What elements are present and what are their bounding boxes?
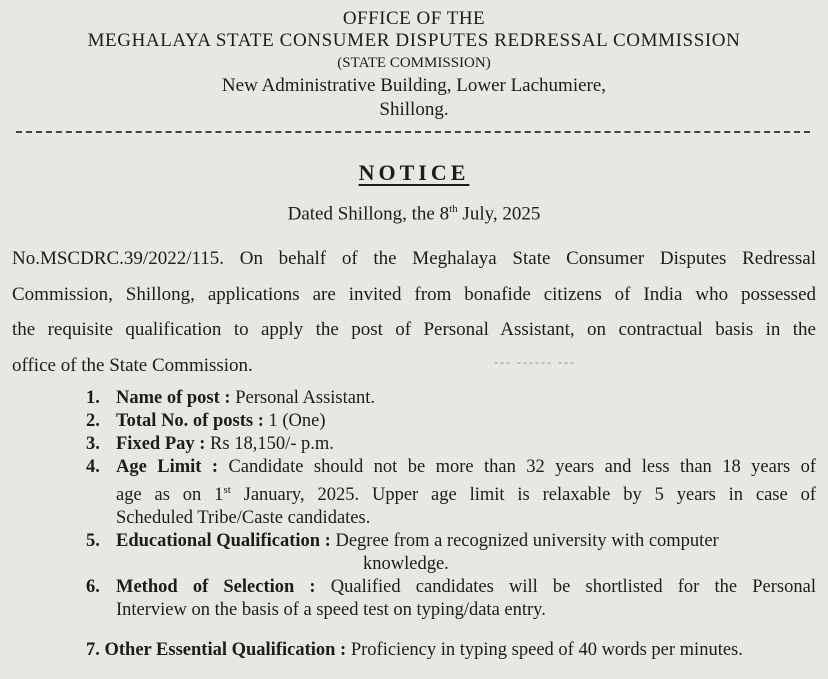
list-item: 7. Other Essential Qualification : Proficiency in typing speed of 40 words per minutes. [86, 640, 743, 660]
list-item: 3. Fixed Pay : Rs 18,150/- p.m. [86, 434, 334, 454]
list-item: 5. Educational Qualification : Degree from a recognized university with computer knowledge. [86, 531, 719, 575]
notice-date: Dated Shillong, the 8th July, 2025 [287, 203, 541, 225]
dashed-divider [16, 131, 810, 133]
list-item: 1. Name of post : Personal Assistant. [86, 388, 375, 408]
list-item: 2. Total No. of posts : 1 (One) [86, 411, 326, 431]
faint-marks: --- ------ --- [494, 355, 576, 369]
list-item: 4. Age Limit : Candidate should not be more than 32 years and less than 18 years of age as on 1st January, 2025. Upper age limit is relaxable by 5 years in case of Scheduled Tribe/Caste candidates. [86, 457, 817, 529]
requirements-list [86, 387, 816, 622]
header-city: Shillong. [379, 99, 449, 120]
header-state-commission: (STATE COMMISSION) [337, 55, 491, 71]
header-commission-name: MEGHALAYA STATE CONSUMER DISPUTES REDRESSAL COMMISSION [87, 30, 741, 51]
notice-paragraph: No.MSCDRC.39/2022/115. On behalf of the Meghalaya State Consumer Disputes Redressal Commission, Shillong, applications are invited from bonafide citizens of India who possessed the requisite qualification to apply the post of Personal Assistant, on contractual basis in the office of the State Commission. [12, 248, 816, 376]
list-item: 6. Method of Selection : Qualified candidates will be shortlisted for the Personal Interview on the basis of a speed test on typing/data entry. [86, 577, 816, 621]
header-address: New Administrative Building, Lower Lachumiere, [221, 75, 607, 96]
notice-title: NOTICE [358, 160, 470, 185]
header-office-line: OFFICE OF THE [342, 8, 486, 29]
